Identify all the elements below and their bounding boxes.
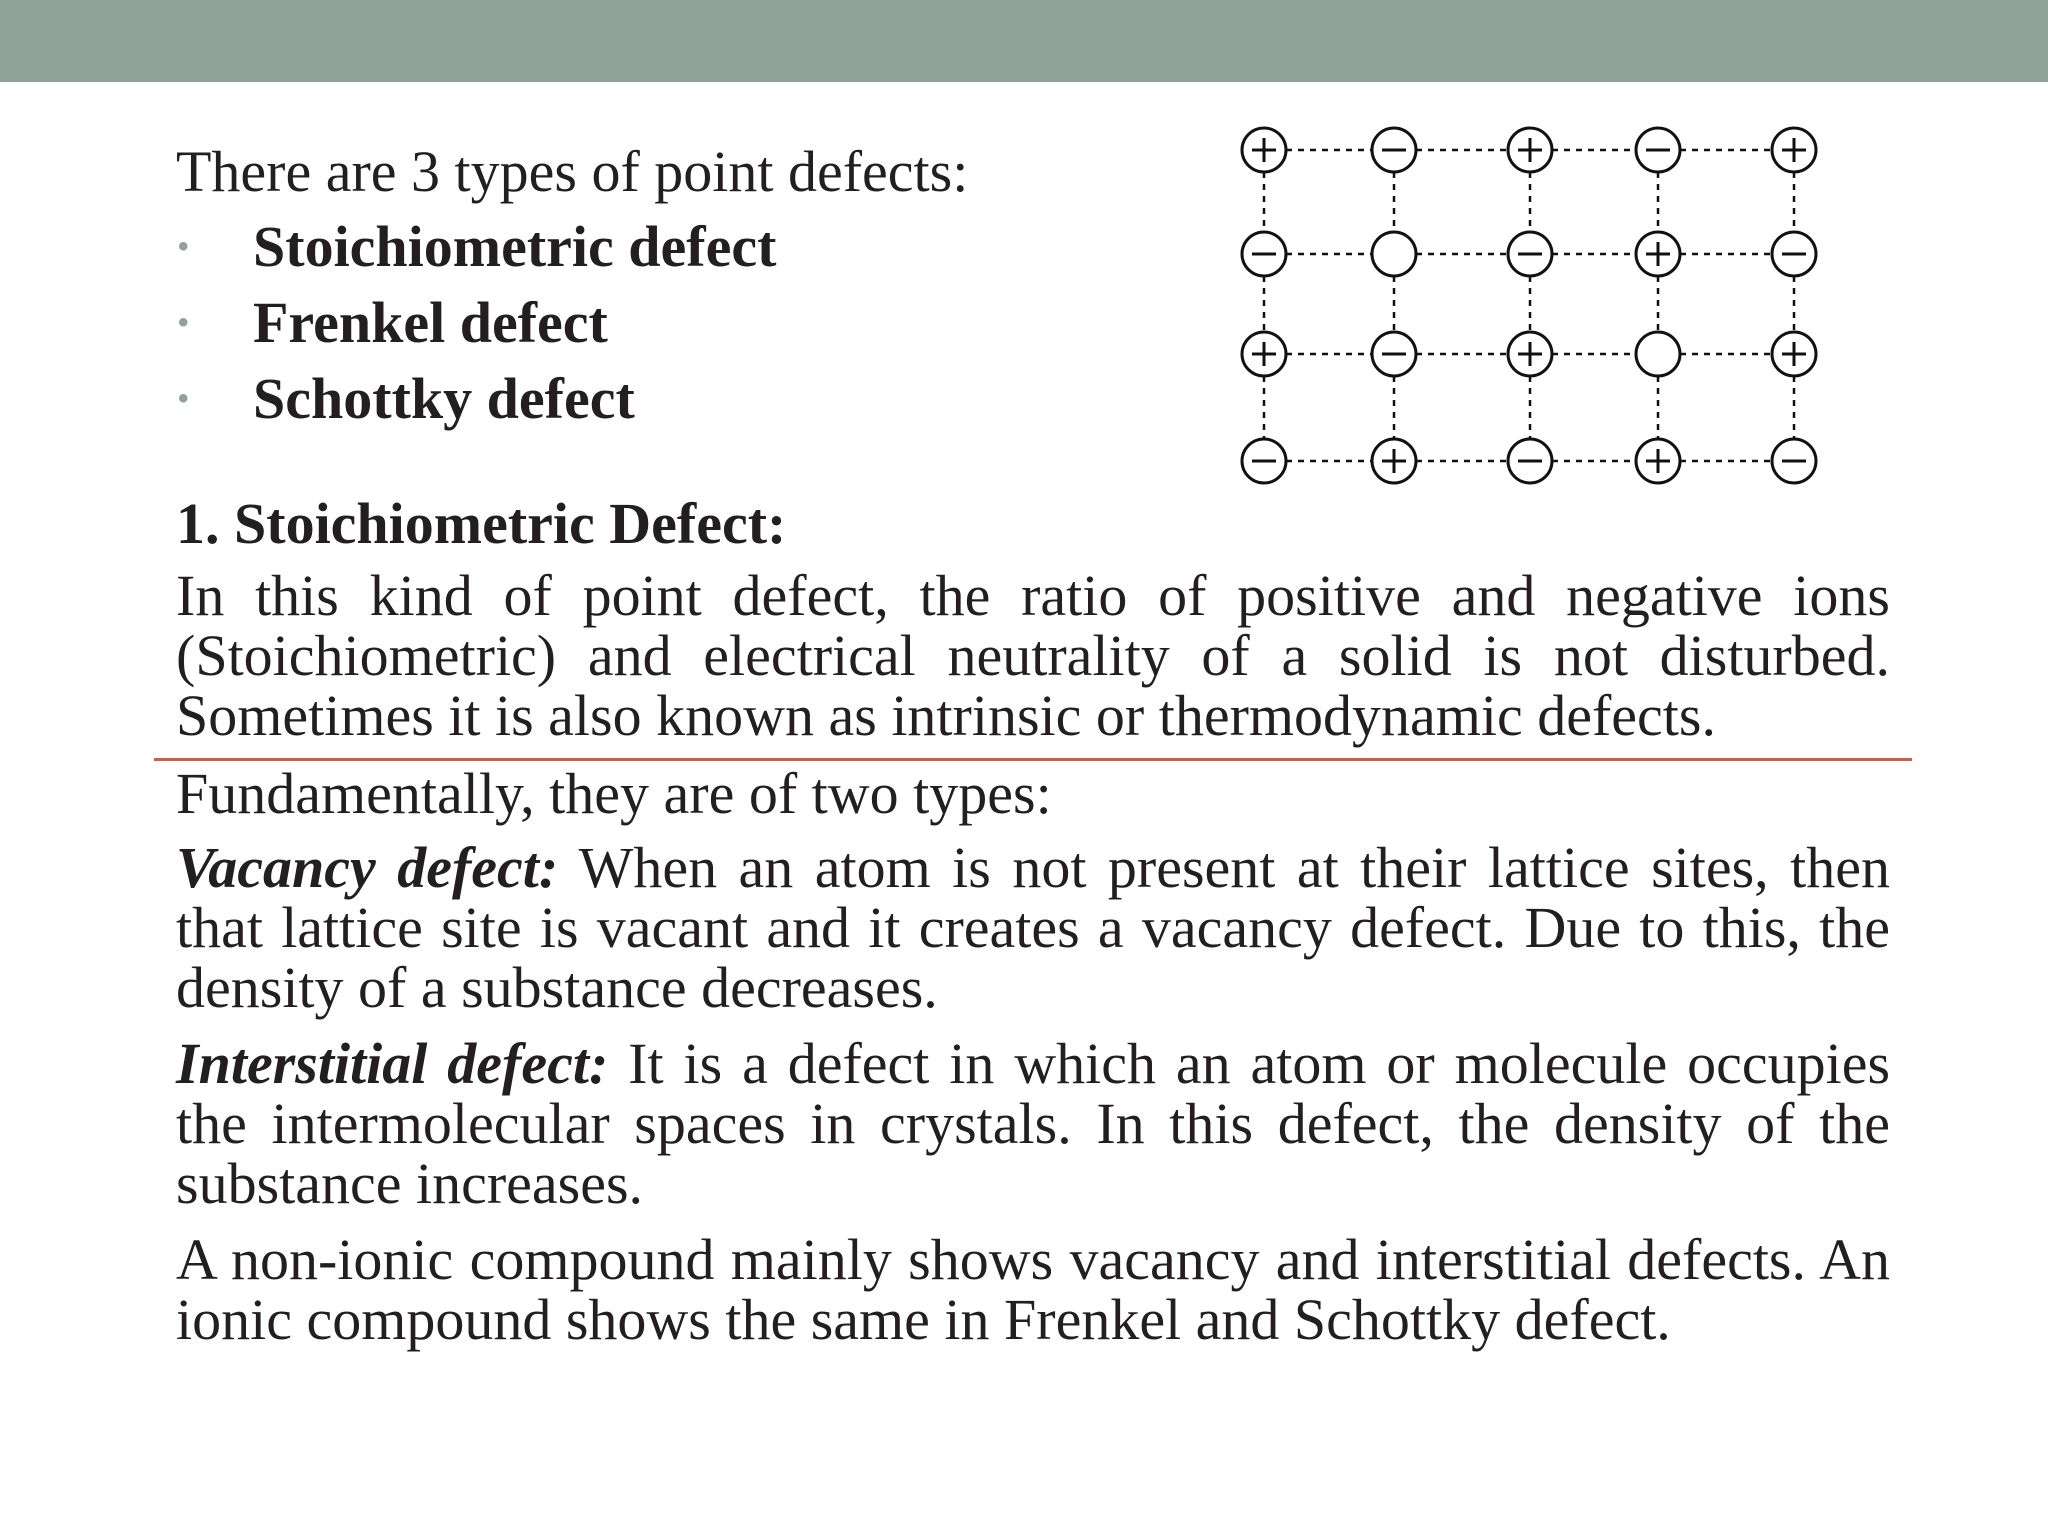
list-item-label: Schottky defect: [253, 366, 635, 431]
vacancy-term: Vacancy defect:: [176, 835, 559, 900]
list-item: [176, 288, 776, 364]
definition-paragraph: In this kind of point defect, the ratio of positive and negative ions (Stoichiometric) and electrical neutrality of a solid is not disturbed. Sometimes it is also known as intrinsic or thermodynamic defects.: [176, 563, 1890, 748]
bullet-icon: •: [178, 230, 189, 263]
divider-line: [154, 758, 1912, 761]
list-item: [176, 364, 776, 440]
interstitial-paragraph: [176, 1031, 1891, 1216]
bullet-icon: •: [178, 306, 189, 339]
intro-text: There are 3 types of point defects:: [176, 139, 969, 204]
list-item-label: Stoichiometric defect: [253, 214, 777, 279]
vacancy-text: When an atom is not present at their lattice sites, then that lattice site is vacant and it creates a vacancy defect. Due to this, the density of a substance decreases.: [176, 835, 1890, 1020]
list-item-label: Frenkel defect: [253, 290, 608, 355]
closing-paragraph: A non-ionic compound mainly shows vacancy and interstitial defects. An ionic compound shows the same in Frenkel and Schottky defect.: [176, 1227, 1890, 1352]
interstitial-term: Interstitial defect:: [176, 1031, 609, 1096]
vacancy-icon: [1372, 232, 1416, 276]
vacancy-paragraph: [176, 835, 1890, 1020]
slide-header-bar: [0, 0, 2048, 82]
types-intro-paragraph: Fundamentally, they are of two types:: [176, 761, 1052, 826]
vacancy-icon: [1636, 332, 1680, 376]
interstitial-text: It is a defect in which an atom or molecule occupies the intermolecular spaces in crystals. In this defect, the density of the substance increases.: [176, 1031, 1891, 1216]
ionic-lattice-diagram: [1228, 112, 1828, 494]
section-heading: 1. Stoichiometric Defect:: [176, 491, 787, 556]
bullet-icon: •: [178, 382, 189, 415]
list-item: [176, 212, 776, 288]
defect-type-list: [176, 212, 776, 440]
